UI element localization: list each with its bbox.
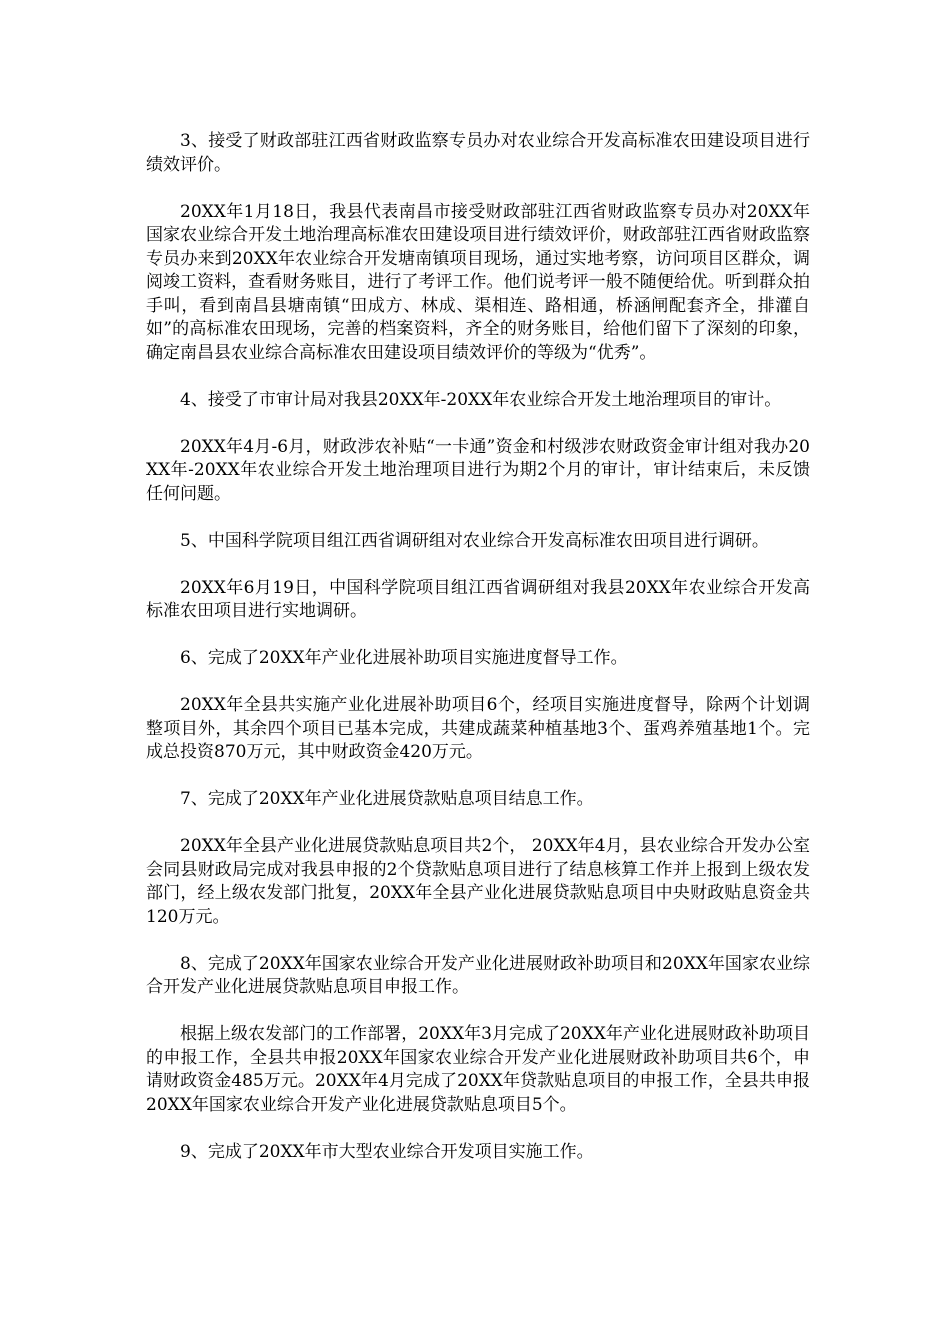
body-paragraph: 20XX年全县产业化进展贷款贴息项目共2个， 20XX年4月，县农业综合开发办公室会同县财政局完成对我县申报的2个贷款贴息项目进行了结息核算工作并上报到上级农发部门，经上级农发部门批复，20XX年全县产业化进展贷款贴息项目中央财政贴息资金共120万元。 [146,836,810,927]
section-heading-9: 9、完成了20XX年市大型农业综合开发项目实施工作。 [180,1141,594,1162]
body-paragraph: 20XX年全县共实施产业化进展补助项目6个，经项目实施进度督导，除两个计划调整项目外，其余四个项目已基本完成，共建成蔬菜种植基地3个、蛋鸡养殖基地1个。完成总投资870万元，其中财政资金420万元。 [146,695,810,762]
document-body [146,130,810,1188]
body-paragraph: 20XX年6月19日，中国科学院项目组江西省调研组对我县20XX年农业综合开发高标准农田项目进行实地调研。 [146,577,810,621]
section-heading-6: 6、完成了20XX年产业化进展补助项目实施进度督导工作。 [180,648,628,668]
body-paragraph: 20XX年1月18日，我县代表南昌市接受财政部驻江西省财政监察专员办对20XX年国家农业综合开发土地治理高标准农田建设项目进行绩效评价，财政部驻江西省财政监察专员办来到20XX年农业综合开发塘南镇项目现场，通过实地考察，访问项目区群众，调阅竣工资料，查看财务账目，进行了考评工作。他们说考评一般不随便给优。听到群众拍手叫，看到南昌县塘南镇“田成方、林成、渠相连、路相通，桥涵闸配套齐全，排灌自如”的高标准农田现场，完善的档案资料，齐全的财务账目，给他们留下了深刻的印象，确定南昌县农业综合高标准农田建设项目绩效评价的等级为“优秀”。 [146,201,810,363]
section-heading-4: 4、接受了市审计局对我县20XX年-20XX年农业综合开发土地治理项目的审计。 [180,389,782,410]
body-paragraph: 20XX年4月-6月，财政涉农补贴“一卡通”资金和村级涉农财政资金审计组对我办20XX年-20XX年农业综合开发土地治理项目进行为期2个月的审计，审计结束后，未反馈任何问题。 [146,436,810,504]
section-heading-5: 5、中国科学院项目组江西省调研组对农业综合开发高标准农田项目进行调研。 [180,530,769,551]
section-heading-8: 8、完成了20XX年国家农业综合开发产业化进展财政补助项目和20XX年国家农业综合开发产业化进展贷款贴息项目申报工作。 [146,953,810,997]
section-heading-3: 3、接受了财政部驻江西省财政监察专员办对农业综合开发高标准农田建设项目进行绩效评价。 [146,131,810,175]
body-paragraph: 根据上级农发部门的工作部署，20XX年3月完成了20XX年产业化进展财政补助项目的申报工作，全县共申报20XX年国家农业综合开发产业化进展财政补助项目共6个，申请财政资金485万元。20XX年4月完成了20XX年贷款贴息项目的申报工作，全县共申报20XX年国家农业综合开发产业化进展贷款贴息项目5个。 [146,1024,810,1115]
section-heading-7: 7、完成了20XX年产业化进展贷款贴息项目结息工作。 [180,789,594,809]
